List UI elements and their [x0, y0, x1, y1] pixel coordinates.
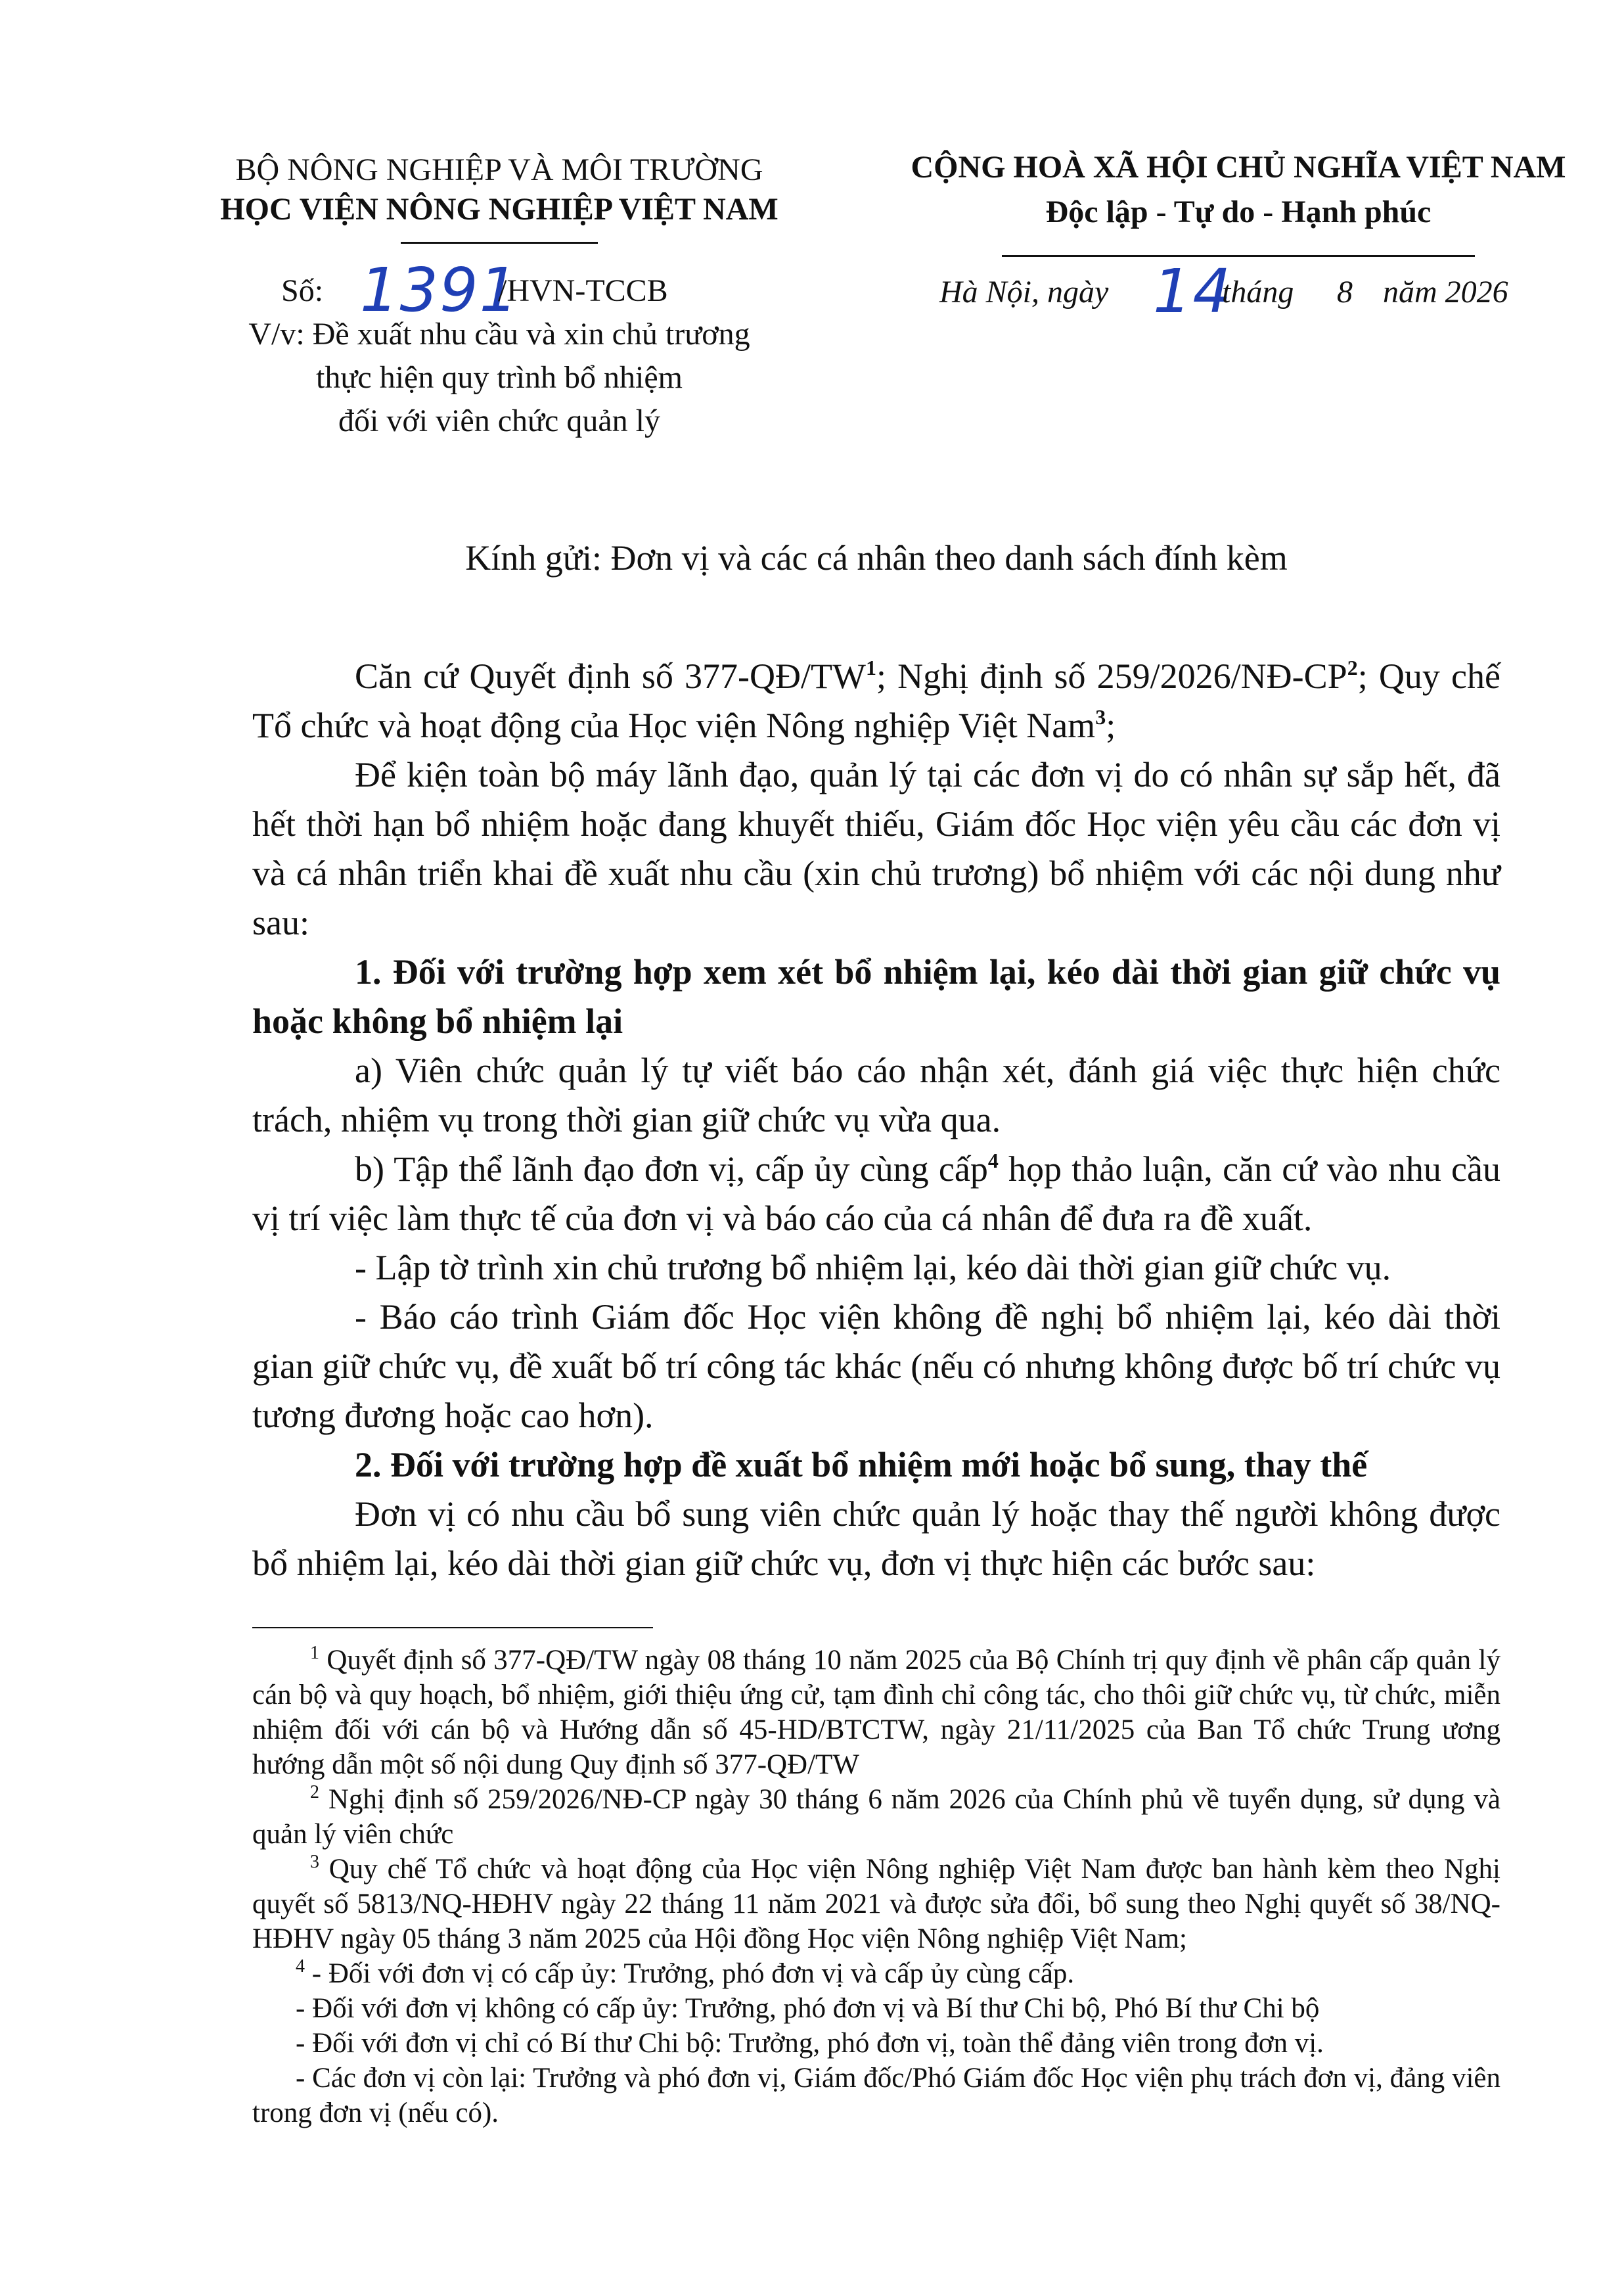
- institution-name: HỌC VIỆN NÔNG NGHIỆP VIỆT NAM: [220, 192, 778, 227]
- doc-number-handwritten: 1391: [360, 255, 520, 325]
- nation-title: CỘNG HOÀ XÃ HỘI CHỦ NGHĨA VIỆT NAM: [911, 150, 1566, 185]
- section-2-paragraph: Đơn vị có nhu cầu bổ sung viên chức quản lý hoặc thay thế người không được bổ nhiệm lại, kéo dài thời gian giữ chức vụ, đơn vị thực hiện các bước sau:: [252, 1494, 1500, 1583]
- ministry-name: BỘ NÔNG NGHIỆP VÀ MÔI TRƯỜNG: [235, 152, 763, 187]
- legal-basis-paragraph: Căn cứ Quyết định số $377-QĐ/TW^1$; Nghị định số $259/2026/NĐ-CP^2$; Quy chế Tổ chức và hoạt động của Học viện Nông nghiệp Việt Nam$^3$;: [252, 656, 1500, 745]
- section-1-heading: 1. Đối với trường hợp xem xét bổ nhiệm lại, kéo dài thời gian giữ chức vụ hoặc không bổ nhiệm lại: [252, 952, 1500, 1041]
- footnote-4-line-4: - Các đơn vị còn lại: Trưởng và phó đơn vị, Giám đốc/Phó Giám đốc Học viện phụ trách đơn vị, đảng viên trong đơn vị (nếu có).: [252, 2063, 1500, 2128]
- section-1-item-a: a) Viên chức quản lý tự viết báo cáo nhận xét, đánh giá việc thực hiện chức trách, nhiệm vụ trong thời gian giữ chức vụ vừa qua.: [252, 1051, 1500, 1139]
- footnote-2: $^2$ Nghị định số 259/2026/NĐ-CP ngày 30 tháng 6 năm 2026 của Chính phủ về tuyển dụng, sử dụng và quản lý viên chức: [252, 1782, 1500, 1850]
- recipient-line: Kính gửi: Đơn vị và các cá nhân theo danh sách đính kèm: [465, 538, 1288, 578]
- section-2-heading: 2. Đối với trường hợp đề xuất bổ nhiệm mới hoặc bổ sung, thay thế: [355, 1445, 1368, 1484]
- date-year: năm 2026: [1383, 275, 1508, 309]
- date-month: 8: [1337, 275, 1353, 309]
- subject-line-2: thực hiện quy trình bổ nhiệm: [316, 360, 683, 395]
- date-prefix: Hà Nội, ngày: [939, 275, 1109, 309]
- date-day-handwritten: 14: [1153, 256, 1233, 327]
- right-header-rule: [1002, 255, 1475, 257]
- section-1-dash-2: - Báo cáo trình Giám đốc Học viện không đề nghị bổ nhiệm lại, kéo dài thời gian giữ chức vụ, đề xuất bố trí công tác khác (nếu có nhưng không được bố trí chức vụ tương đương hoặc cao hơn).: [252, 1297, 1500, 1435]
- date-month-label: tháng: [1222, 275, 1294, 309]
- footnote-4-line-2: - Đối với đơn vị không có cấp ủy: Trưởng, phó đơn vị và Bí thư Chi bộ, Phó Bí thư Chi bộ: [296, 1993, 1320, 2024]
- doc-number-prefix: Số:: [281, 273, 324, 308]
- section-1-dash-1: - Lập tờ trình xin chủ trương bổ nhiệm lại, kéo dài thời gian giữ chức vụ.: [355, 1248, 1391, 1287]
- section-1-item-b: b) Tập thể lãnh đạo đơn vị, cấp ủy cùng cấp$^4$ họp thảo luận, căn cứ vào nhu cầu vị trí việc làm thực tế của đơn vị và báo cáo của cá nhân để đưa ra đề xuất.: [252, 1149, 1500, 1238]
- footnote-separator: [252, 1627, 653, 1628]
- footnote-4-line-1: $^4$ - Đối với đơn vị có cấp ủy: Trưởng, phó đơn vị và cấp ủy cùng cấp.: [296, 1956, 1075, 1989]
- footnote-4-line-3: - Đối với đơn vị chỉ có Bí thư Chi bộ: Trưởng, phó đơn vị, toàn thể đảng viên trong đơn vị.: [296, 2028, 1324, 2059]
- subject-line-3: đối với viên chức quản lý: [338, 403, 660, 438]
- intro-paragraph: Để kiện toàn bộ máy lãnh đạo, quản lý tại các đơn vị do có nhân sự sắp hết, đã hết thời hạn bổ nhiệm hoặc đang khuyết thiếu, Giám đốc Học viện yêu cầu các đơn vị và cá nhân triển khai đề xuất nhu cầu (xin chủ trương) bổ nhiệm với các nội dung như sau:: [252, 755, 1500, 942]
- subject-line-1: V/v: Đề xuất nhu cầu và xin chủ trương: [248, 317, 750, 352]
- left-header-rule: [401, 242, 598, 244]
- footnote-1: $^1$ Quyết định số 377-QĐ/TW ngày 08 tháng 10 năm 2025 của Bộ Chính trị quy định về phân cấp quản lý cán bộ và quy hoạch, bổ nhiệm, giới thiệu ứng cử, tạm đình chỉ công tác, cho thôi giữ chức vụ, từ chức, miễn nhiệm đối với cán bộ và Hướng dẫn số 45-HD/BTCTW, ngày 21/11/2025 của Ban Tổ chức Trung ương hướng dẫn một số nội dung Quy định số 377-QĐ/TW: [252, 1643, 1500, 1780]
- footnote-3: $^3$ Quy chế Tổ chức và hoạt động của Học viện Nông nghiệp Việt Nam được ban hành kèm theo Nghị quyết số 5813/NQ-HĐHV ngày 22 tháng 11 năm 2021 và được sửa đổi, bổ sung theo Nghị quyết số 38/NQ-HĐHV ngày 05 tháng 3 năm 2025 của Hội đồng Học viện Nông nghiệp Việt Nam;: [252, 1852, 1500, 1954]
- national-motto: Độc lập - Tự do - Hạnh phúc: [1045, 195, 1432, 229]
- doc-number-suffix: /HVN-TCCB: [498, 273, 668, 308]
